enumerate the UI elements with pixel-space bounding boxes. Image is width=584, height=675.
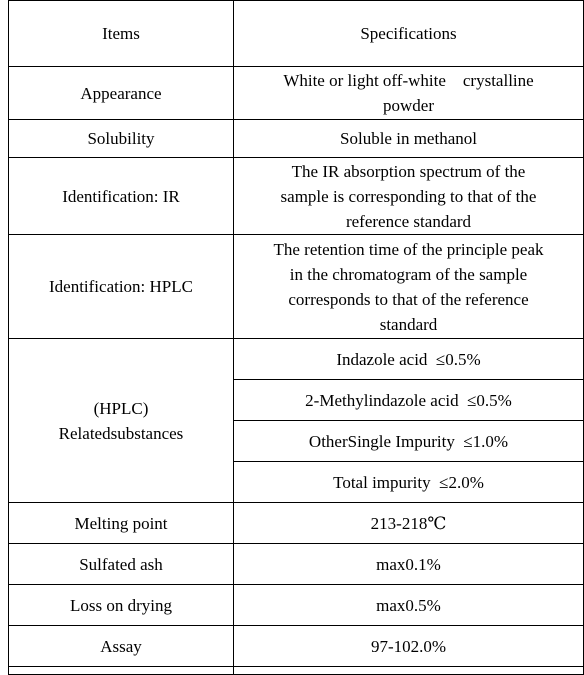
sub-spec-cell: Indazole acid ≤0.5% [234, 339, 584, 380]
item-cell [9, 339, 234, 503]
spec-cell: max0.1% [234, 544, 584, 585]
spec-line: standard [379, 314, 438, 334]
header-specifications: Specifications [234, 1, 584, 67]
empty-cell [9, 667, 234, 675]
sub-spec-cell: 2-Methylindazole acid ≤0.5% [234, 380, 584, 421]
table-row-melting-point [9, 503, 584, 544]
item-cell: Identification: IR [9, 158, 234, 235]
item-cell: Sulfated ash [9, 544, 234, 585]
spec-cell [234, 67, 584, 120]
table-row-assay [9, 626, 584, 667]
table-row-empty-tail [9, 667, 584, 675]
table-row-loss-on-drying [9, 585, 584, 626]
spec-line: in the chromatogram of the sample [289, 264, 528, 284]
item-cell: Solubility [9, 120, 234, 158]
spec-cell [234, 158, 584, 235]
table-header-row [9, 1, 584, 67]
table-row-identification-hplc [9, 235, 584, 339]
sub-spec-cell: Total impurity ≤2.0% [234, 462, 584, 503]
item-line: Relatedsubstances [58, 423, 184, 443]
spec-line: corresponds to that of the reference [288, 289, 529, 309]
table-row-appearance [9, 67, 584, 120]
item-cell: Assay [9, 626, 234, 667]
spec-cell: 213-218℃ [234, 503, 584, 544]
item-cell: Loss on drying [9, 585, 234, 626]
sub-spec-cell: OtherSingle Impurity ≤1.0% [234, 421, 584, 462]
spec-line: reference standard [345, 211, 472, 231]
item-line: (HPLC) [93, 398, 149, 418]
spec-cell: max0.5% [234, 585, 584, 626]
spec-line: powder [383, 96, 434, 115]
spec-cell: 97-102.0% [234, 626, 584, 667]
table-row-identification-ir [9, 158, 584, 235]
table-row-solubility [9, 120, 584, 158]
header-items: Items [9, 1, 234, 67]
spec-line: The IR absorption spectrum of the [291, 161, 526, 181]
table-row-related-substances [9, 339, 584, 380]
table-row-sulfated-ash [9, 544, 584, 585]
spec-line: The retention time of the principle peak [273, 239, 544, 259]
item-cell: Melting point [9, 503, 234, 544]
specifications-table [8, 0, 584, 675]
spec-line: sample is corresponding to that of the [280, 186, 537, 206]
item-cell: Identification: HPLC [9, 235, 234, 339]
spec-cell: Soluble in methanol [234, 120, 584, 158]
item-cell: Appearance [9, 67, 234, 120]
spec-line: White or light off-white crystalline [283, 71, 534, 90]
spec-cell [234, 235, 584, 339]
empty-cell [234, 667, 584, 675]
